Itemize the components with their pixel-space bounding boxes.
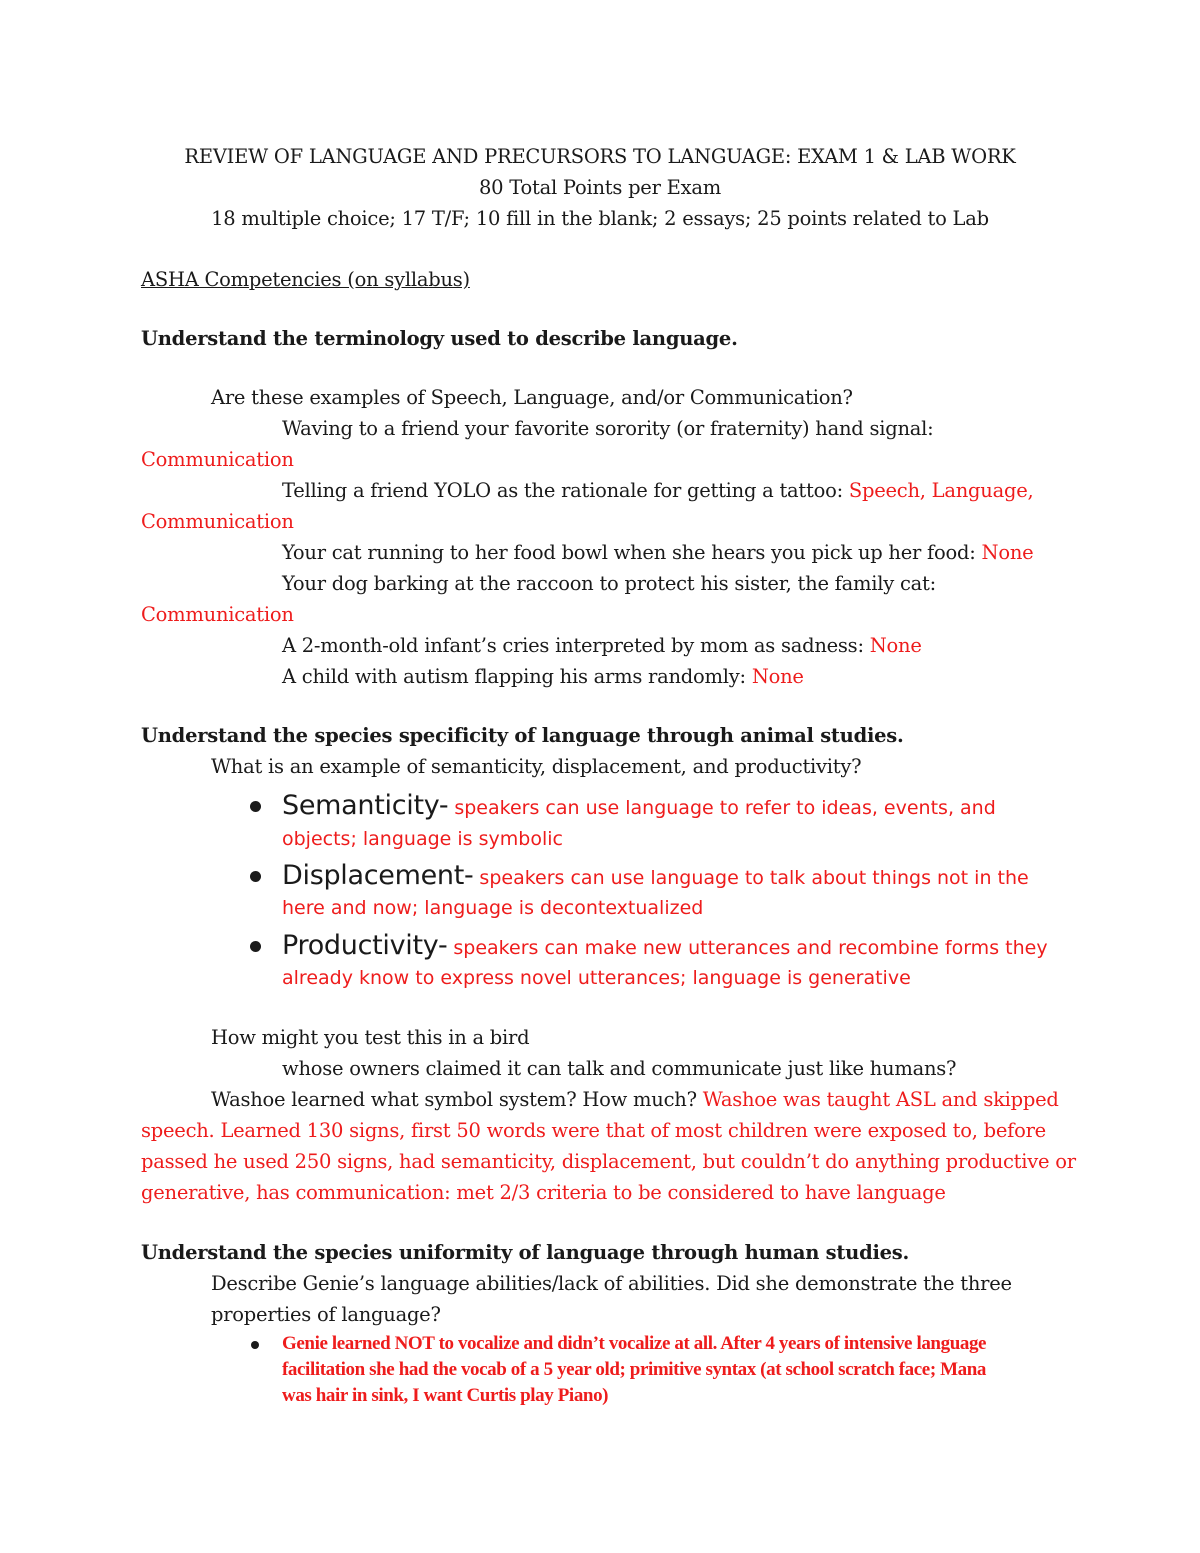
washoe-question-text: Washoe learned what symbol system? How much? (211, 1088, 697, 1111)
term-label: Productivity- (282, 930, 448, 961)
term-definition: speakers can use language to talk about things not in the (479, 867, 1029, 889)
washoe-question (211, 1088, 1059, 1112)
genie-answer-cont: facilitation she had the vocab of a 5 year old; primitive syntax (at school scratch face; Mana (282, 1359, 987, 1380)
example-prompt-5-text: A 2-month-old infant’s cries interpreted by mom as sadness: (282, 634, 864, 657)
genie-answer-cont: was hair in sink, I want Curtis play Piano) (282, 1385, 609, 1406)
term-definition-cont: objects; language is symbolic (282, 828, 563, 850)
example-answer-2a: Speech, Language, (848, 479, 1034, 502)
term-productivity (282, 929, 1048, 965)
genie-answer: Genie learned NOT to vocalize and didn’t vocalize at all. After 4 years of intensive language (282, 1333, 987, 1354)
example-answer-5: None (869, 634, 922, 657)
document-title: REVIEW OF LANGUAGE AND PRECURSORS TO LANGUAGE: EXAM 1 & LAB WORK (184, 145, 1016, 168)
washoe-answer-cont: passed he used 250 signs, had semanticity, displacement, but couldn’t do anything productive or (141, 1150, 1076, 1173)
example-answer-1: Communication (141, 448, 294, 471)
section2-question: What is an example of semanticity, displacement, and productivity? (211, 755, 862, 778)
term-label: Displacement- (282, 860, 474, 891)
example-prompt-1: Waving to a friend your favorite sorority (or fraternity) hand signal: (282, 417, 934, 440)
term-definition: speakers can make new utterances and recombine forms they (453, 937, 1048, 959)
section2-heading: Understand the species specificity of language through animal studies. (141, 724, 904, 747)
bullet-icon (250, 871, 261, 882)
points-breakdown: 18 multiple choice; 17 T/F; 10 fill in the blank; 2 essays; 25 points related to Lab (211, 207, 989, 230)
washoe-answer-cont: generative, has communication: met 2/3 criteria to be considered to have language (141, 1181, 946, 1204)
bullet-icon (251, 1341, 259, 1349)
term-definition: speakers can use language to refer to ideas, events, and (454, 797, 996, 819)
asha-heading: ASHA Competencies (on syllabus) (141, 268, 470, 291)
section3-question: Describe Genie’s language abilities/lack of abilities. Did she demonstrate the three (211, 1272, 1012, 1295)
washoe-answer-cont: speech. Learned 130 signs, first 50 words were that of most children were exposed to, before (141, 1119, 1046, 1142)
term-semanticity (282, 789, 996, 825)
example-prompt-4: Your dog barking at the raccoon to protect his sister, the family cat: (282, 572, 936, 595)
section3-heading: Understand the species uniformity of language through human studies. (141, 1241, 910, 1264)
total-points: 80 Total Points per Exam (479, 176, 721, 199)
bullet-icon (250, 801, 261, 812)
bullet-icon (250, 941, 261, 952)
term-label: Semanticity- (282, 790, 449, 821)
term-definition-cont: already know to express novel utterances; language is generative (282, 967, 911, 989)
bird-question-cont: whose owners claimed it can talk and communicate just like humans? (282, 1057, 957, 1080)
example-prompt-2 (282, 479, 1033, 503)
section3-question-cont: properties of language? (211, 1303, 441, 1326)
bird-question: How might you test this in a bird (211, 1026, 530, 1049)
example-answer-4: Communication (141, 603, 294, 626)
term-displacement (282, 859, 1029, 895)
section1-question: Are these examples of Speech, Language, and/or Communication? (211, 386, 853, 409)
example-answer-6: None (751, 665, 804, 688)
term-definition-cont: here and now; language is decontextualized (282, 897, 704, 919)
example-prompt-5 (282, 634, 922, 658)
example-prompt-6-text: A child with autism flapping his arms randomly: (282, 665, 746, 688)
washoe-answer: Washoe was taught ASL and skipped (702, 1088, 1059, 1111)
example-prompt-3 (282, 541, 1033, 565)
example-answer-2b: Communication (141, 510, 294, 533)
example-prompt-2-text: Telling a friend YOLO as the rationale for getting a tattoo: (282, 479, 843, 502)
section1-heading: Understand the terminology used to describe language. (141, 327, 738, 350)
example-prompt-6 (282, 665, 804, 689)
example-prompt-3-text: Your cat running to her food bowl when she hears you pick up her food: (282, 541, 976, 564)
example-answer-3: None (981, 541, 1034, 564)
